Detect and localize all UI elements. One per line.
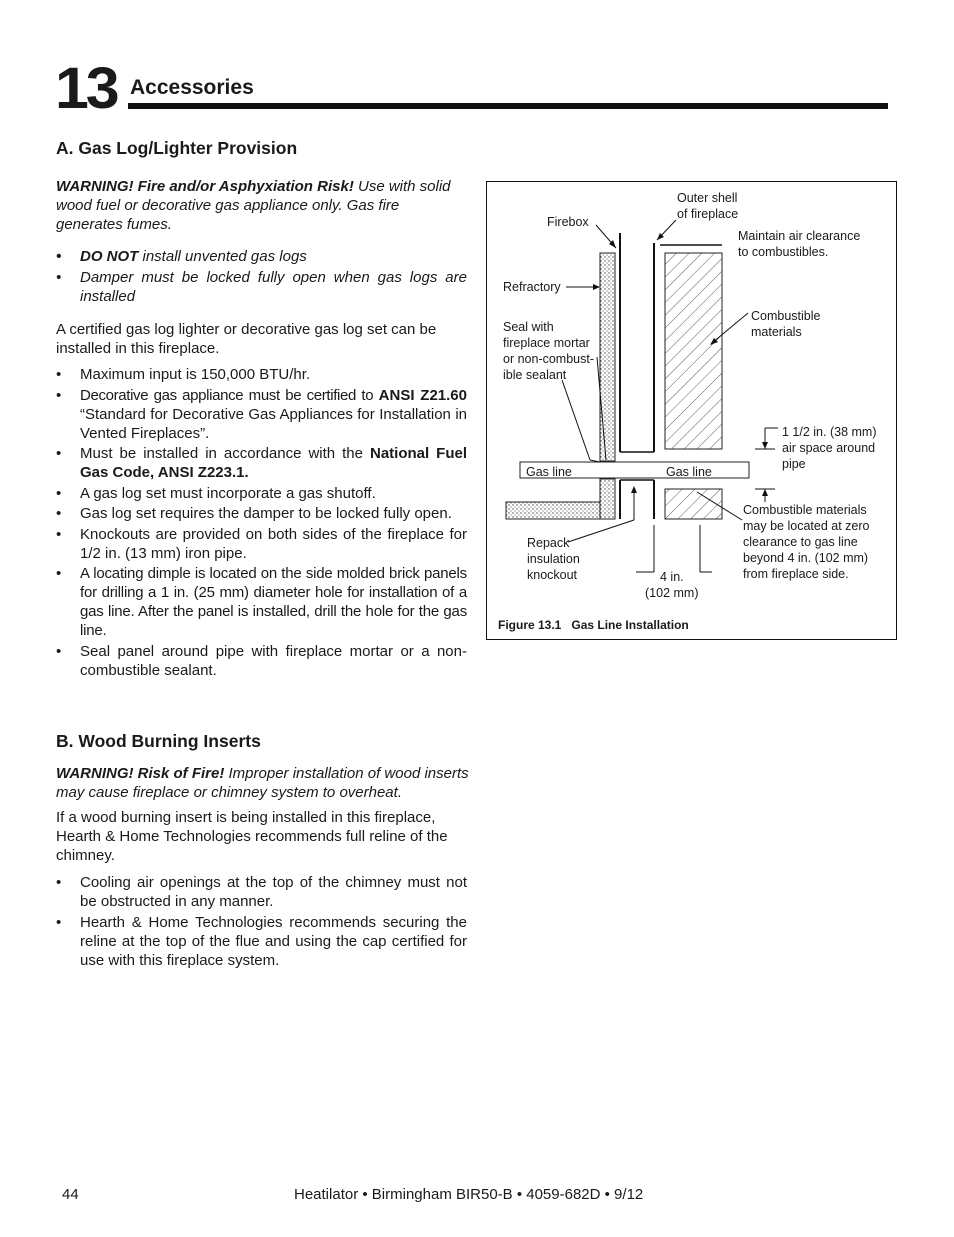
- figure-number: Figure 13.1: [498, 618, 562, 632]
- list-item-text: Knockouts are provided on both sides of the fireplace for 1/2 in. (13 mm) iron pipe.: [80, 525, 467, 562]
- footer-doc-info: Heatilator • Birmingham BIR50-B • 4059-682D • 9/12: [294, 1186, 644, 1203]
- section-a-intro: A certified gas log lighter or decorative gas log set can be installed in this fireplace.: [56, 321, 437, 357]
- list-item-text: “Standard for Decorative Gas Appliances for Installation in Vented Fireplaces”.: [80, 405, 467, 442]
- list-item-bold: ANSI Z21.60: [378, 386, 467, 404]
- warning-bold: WARNING! Risk of Fire!: [56, 765, 225, 782]
- bullet-icon: •: [56, 386, 62, 404]
- label-seal: Seal with fireplace mortar or non-combust- ible sealant: [503, 320, 595, 382]
- label-firebox: Firebox: [547, 215, 589, 229]
- label-outer-shell: Outer shell of fireplace: [677, 191, 739, 221]
- bullet-icon: •: [56, 874, 62, 891]
- page-number: 44: [62, 1186, 79, 1203]
- bullet-icon: •: [56, 565, 62, 582]
- list-item-bold: DO NOT: [80, 248, 139, 265]
- label-four-in: 4 in.: [660, 570, 684, 584]
- bullet-icon: •: [56, 248, 62, 265]
- floor-refractory: [506, 502, 600, 519]
- label-combustible: Combustible materials: [751, 309, 821, 339]
- list-item-text: Hearth & Home Technologies recommends securing the reline at the top of the flue and using the cap certified for use with this fireplace system.: [80, 913, 467, 969]
- label-four-in-mm: (102 mm): [645, 586, 699, 600]
- list-item-text: install unvented gas logs: [138, 248, 307, 265]
- warning-text: Use with solid wood fuel or decorative gas appliance only. Gas fire generates fumes.: [56, 178, 451, 233]
- list-item-text: Cooling air openings at the top of the chimney must not be obstructed in any manner.: [80, 874, 467, 910]
- section-b-heading: B. Wood Burning Inserts: [56, 731, 261, 751]
- figure-caption: [498, 618, 689, 632]
- bullet-icon: •: [56, 445, 62, 462]
- warning-bold: WARNING! Fire and/or Asphyxiation Risk!: [56, 178, 354, 195]
- combustible-upper: [665, 253, 722, 449]
- bullet-icon: •: [56, 484, 62, 502]
- list-item-text: Gas log set requires the damper to be locked fully open.: [80, 505, 452, 522]
- label-gas-line-right: Gas line: [666, 465, 712, 479]
- list-item-text: Damper must be locked fully open when gas logs are installed: [80, 269, 467, 305]
- bullet-icon: •: [56, 505, 62, 522]
- list-item-text: Decorative gas appliance must be certified to: [80, 386, 379, 404]
- label-air-clearance: Maintain air clearance to combustibles.: [738, 229, 861, 259]
- figure-title: Gas Line Installation: [571, 618, 689, 632]
- bullet-icon: •: [56, 913, 62, 931]
- list-item-text: Must be installed in accordance with the: [80, 445, 370, 462]
- list-item-text: Maximum input is 150,000 BTU/hr.: [80, 366, 311, 383]
- bullet-icon: •: [56, 269, 62, 286]
- refractory-lower: [600, 479, 615, 519]
- label-refractory: Refractory: [503, 280, 561, 294]
- list-item-text: A gas log set must incorporate a gas shutoff.: [80, 484, 376, 502]
- label-gas-line-left: Gas line: [526, 465, 572, 479]
- combustible-lower: [665, 489, 722, 519]
- refractory-upper: [600, 253, 615, 461]
- chapter-number: 13: [55, 56, 117, 121]
- list-item-text: A locating dimple is located on the side molded brick panels for drilling a 1 in. (25 mm) diameter hole for installation of a gas line. After the panel is installed, drill the hole for the gas line.: [80, 565, 467, 639]
- section-b-intro: If a wood burning insert is being installed in this fireplace, Hearth & Home Technologies recommends full reline of the chimney.: [56, 809, 448, 864]
- warning-text: Improper installation of wood inserts may cause fireplace or chimney system to overheat.: [56, 765, 469, 801]
- list-item-text: Seal panel around pipe with fireplace mortar or a non-combustible sealant.: [80, 642, 467, 679]
- section-a-heading: A. Gas Log/Lighter Provision: [56, 138, 298, 158]
- bullet-icon: •: [56, 525, 62, 543]
- label-air-space: 1 1/2 in. (38 mm) air space around pipe: [782, 425, 877, 471]
- chapter-title: Accessories: [130, 76, 254, 99]
- list-item-bold: National Fuel Gas Code, ANSI Z223.1.: [80, 445, 467, 481]
- label-combustible-zero: Combustible materials may be located at zero clearance to gas line beyond 4 in. (102 mm) from fireplace side.: [743, 503, 870, 581]
- bullet-icon: •: [56, 642, 62, 660]
- bullet-icon: •: [56, 366, 62, 383]
- label-repack: Repack insulation knockout: [527, 536, 580, 582]
